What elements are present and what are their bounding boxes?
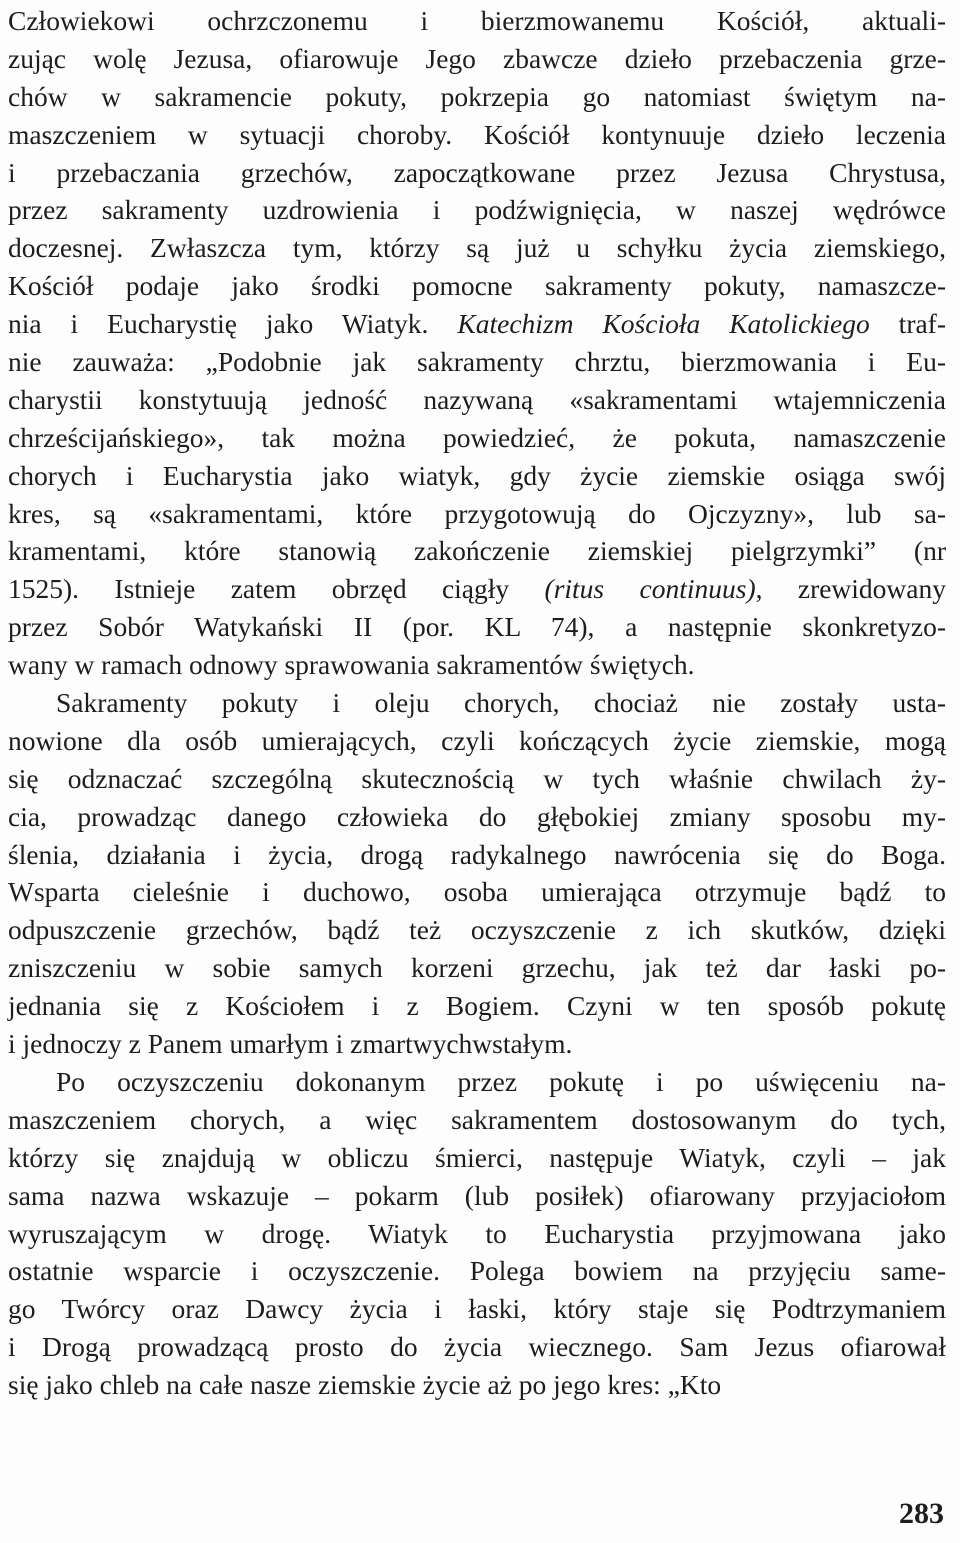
text-line: Sakramenty pokuty i oleju chorych, chociaż nie zostały usta- bbox=[56, 687, 946, 719]
text-line: zując wolę Jezusa, ofiarowuje Jego zbawcze dzieło przebaczenia grze- bbox=[8, 42, 946, 74]
paragraph bbox=[8, 684, 946, 1063]
text-line: nie zauważa: „Podobnie jak sakramenty chrztu, bierzmowania i Eu- bbox=[8, 346, 946, 378]
text-line: chrześcijańskiego», tak można powiedzieć, że pokuta, namaszczenie bbox=[8, 421, 946, 453]
text-line: wyruszającym w drogę. Wiatyk to Eucharystia przyjmowana jako bbox=[8, 1217, 946, 1249]
text-line: się odznaczać szczególną skutecznością w tych właśnie chwilach ży- bbox=[8, 762, 946, 794]
text-line: sama nazwa wskazuje – pokarm (lub posiłek) ofiarowany przyjaciołom bbox=[8, 1179, 946, 1211]
text-line: Człowiekowi ochrzczonemu i bierzmowanemu Kościół, aktuali- bbox=[8, 5, 946, 36]
body-text bbox=[8, 2, 946, 1404]
text-line: ostatnie wsparcie i oczyszczenie. Polega bowiem na przyjęciu same- bbox=[8, 1255, 946, 1287]
paragraph bbox=[8, 2, 946, 684]
text-line: cia, prowadząc danego człowieka do głębokiej zmiany sposobu my- bbox=[8, 800, 946, 832]
text-line: maszczeniem chorych, a więc sakramentem dostosowanym do tych, bbox=[8, 1103, 946, 1135]
text-line: wany w ramach odnowy sprawowania sakramentów świętych. bbox=[8, 649, 695, 681]
text-line: Kościół podaje jako środki pomocne sakramenty pokuty, namaszcze- bbox=[8, 270, 946, 302]
text-line: odpuszczenie grzechów, bądź też oczyszczenie z ich skutków, dzięki bbox=[8, 914, 946, 946]
text-line: chów w sakramencie pokuty, pokrzepia go natomiast świętym na- bbox=[8, 80, 946, 112]
text-line: którzy się znajdują w obliczu śmierci, następuje Wiatyk, czyli – jak bbox=[8, 1141, 946, 1173]
text-line: zniszczeniu w sobie samych korzeni grzechu, jak też dar łaski po- bbox=[8, 952, 946, 984]
text-line: i jednoczy z Panem umarłym i zmartwychwstałym. bbox=[8, 1028, 573, 1060]
text-line: 1525). Istnieje zatem obrzęd ciągły (ritus continuus), zrewidowany bbox=[8, 573, 946, 605]
text-line: maszczeniem w sytuacji choroby. Kościół kontynuuje dzieło leczenia bbox=[8, 118, 946, 150]
text-line: nia i Eucharystię jako Wiatyk. Katechizm Kościoła Katolickiego traf- bbox=[8, 308, 946, 340]
page-number: 283 bbox=[899, 1497, 944, 1530]
text-line: jednania się z Kościołem i z Bogiem. Czyni w ten sposób pokutę bbox=[8, 990, 946, 1022]
text-line: Po oczyszczeniu dokonanym przez pokutę i po uświęceniu na- bbox=[56, 1065, 946, 1097]
text-line: się jako chleb na całe nasze ziemskie życie aż po jego kres: „Kto bbox=[8, 1369, 722, 1401]
text-line: chorych i Eucharystia jako wiatyk, gdy życie ziemskie osiąga swój bbox=[8, 459, 946, 491]
text-line: doczesnej. Zwłaszcza tym, którzy są już u schyłku życia ziemskiego, bbox=[8, 232, 946, 264]
text-line: przez sakramenty uzdrowienia i podźwignięcia, w naszej wędrówce bbox=[8, 194, 946, 226]
text-line: ślenia, działania i życia, drogą radykalnego nawrócenia się do Boga. bbox=[8, 838, 946, 870]
text-line: przez Sobór Watykański II (por. KL 74), a następnie skonkretyzo- bbox=[8, 611, 946, 643]
text-line: go Twórcy oraz Dawcy życia i łaski, który staje się Podtrzymaniem bbox=[8, 1293, 946, 1325]
text-line: kres, są «sakramentami, które przygotowują do Ojczyzny», lub sa- bbox=[8, 497, 946, 529]
text-line: charystii konstytuują jedność nazywaną «sakramentami wtajemniczenia bbox=[8, 383, 946, 415]
text-line: kramentami, które stanowią zakończenie ziemskiej pielgrzymki” (nr bbox=[8, 535, 946, 567]
text-line: nowione dla osób umierających, czyli kończących życie ziemskie, mogą bbox=[8, 724, 946, 756]
text-line: Wsparta cieleśnie i duchowo, osoba umierająca otrzymuje bądź to bbox=[8, 876, 946, 908]
text-line: i Drogą prowadzącą prosto do życia wiecznego. Sam Jezus ofiarował bbox=[8, 1331, 946, 1363]
paragraph bbox=[8, 1063, 946, 1404]
text-line: i przebaczania grzechów, zapoczątkowane przez Jezusa Chrystusa, bbox=[8, 156, 946, 188]
